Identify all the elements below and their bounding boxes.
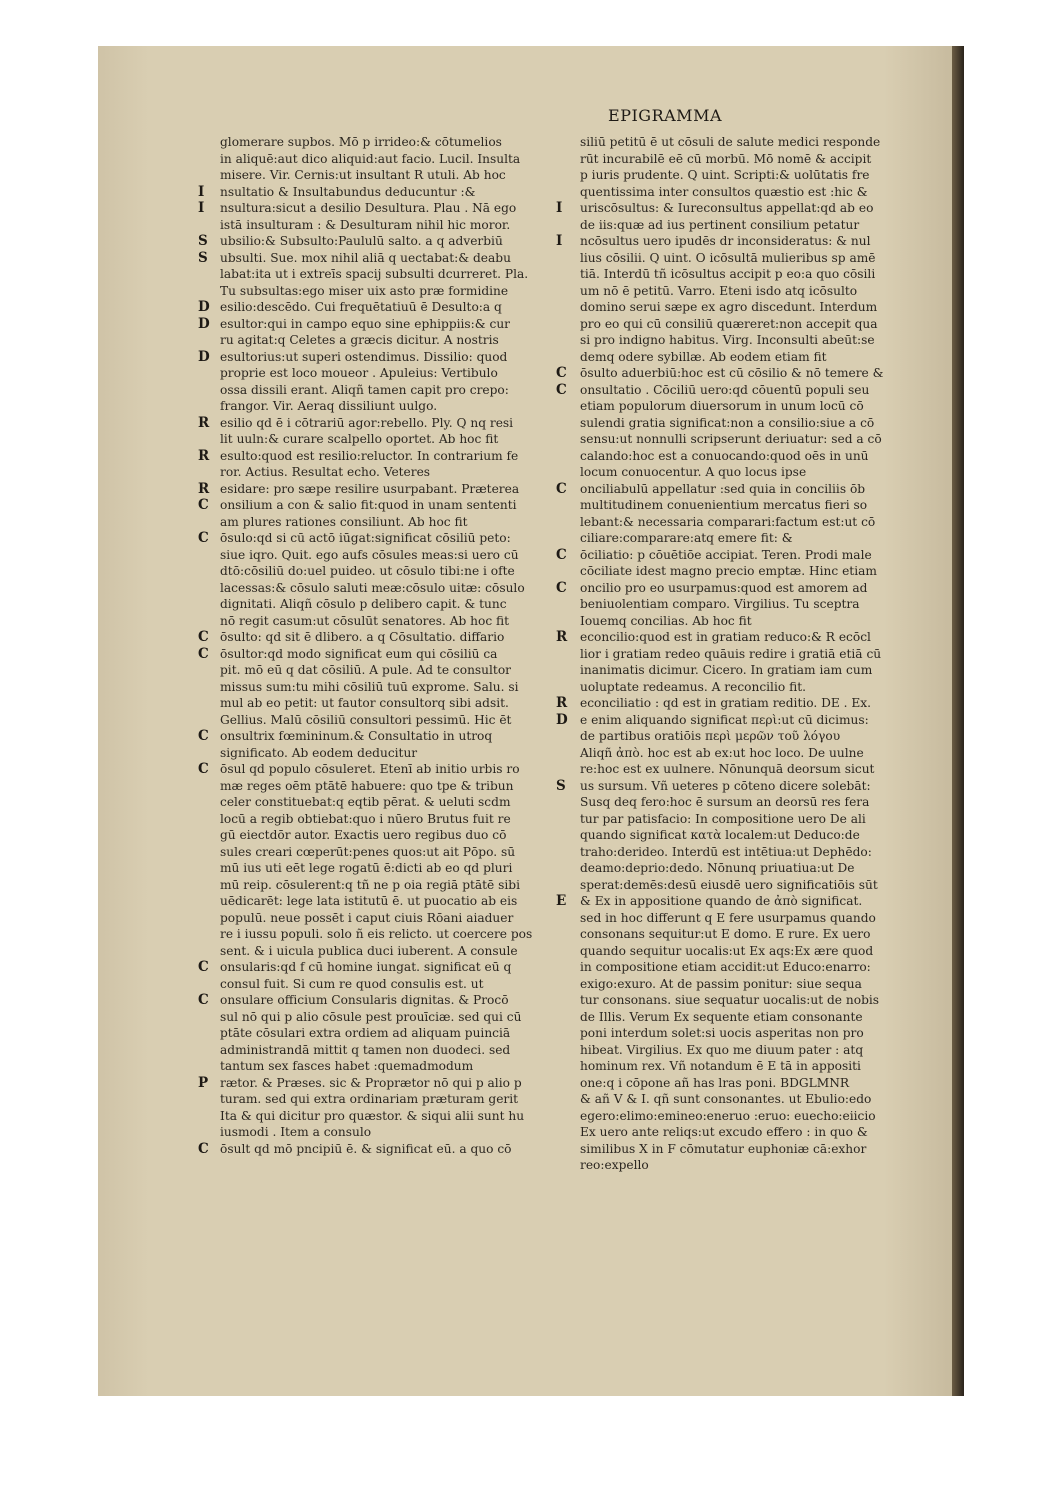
line-text: re i iussu populi. solo ñ eis relicto. ut coercere pos — [220, 927, 533, 941]
line-text: turam. sed qui extra ordinariam præturam gerit — [220, 1092, 519, 1106]
text-line — [556, 943, 926, 960]
initial-letter: C — [556, 381, 567, 398]
line-text: sperat:demēs:desū eiusdē uero significatiōis sūt — [580, 877, 878, 892]
left-column — [198, 134, 558, 1157]
line-text: tur par patisfacio: In compositione uero De ali — [580, 811, 866, 826]
text-line — [556, 530, 926, 547]
line-text: econcilio:quod est in gratiam reduco:& R ecōcl — [580, 630, 871, 644]
line-text: lebant:& necessaria comparari:factum est:ut cō — [580, 514, 876, 529]
line-text: ōsulto aduerbiū:hoc est cū cōsilio & nō temere & — [580, 366, 884, 380]
line-text: nsultatio & Insultabundus deducuntur :& — [220, 184, 476, 199]
initial-letter: C — [556, 546, 567, 563]
text-line — [198, 547, 558, 564]
text-line — [556, 745, 926, 762]
text-line — [198, 184, 558, 201]
line-text: ubsilio:& Subsulto:Paululū salto. a q adverbiū — [220, 234, 503, 248]
text-line — [198, 431, 558, 448]
line-text: e enim aliquando significat περὶ:ut cū dicimus: — [580, 712, 869, 727]
line-text: ubsulti. Sue. mox nihil aliā q uectabat:& deabu — [220, 250, 511, 265]
text-line — [198, 349, 558, 366]
text-line — [198, 250, 558, 267]
text-line — [556, 811, 926, 828]
text-line — [198, 481, 558, 498]
text-line — [556, 1091, 926, 1108]
text-line — [556, 1009, 926, 1026]
initial-letter: R — [198, 414, 210, 431]
text-line — [556, 596, 926, 613]
text-line — [556, 761, 926, 778]
text-line — [556, 184, 926, 201]
line-text: ncōsultus uero ipudēs dr inconsideratus: & nul — [580, 234, 871, 248]
initial-letter: C — [198, 497, 209, 513]
line-text: inanimatis dicimur. Cicero. In gratiam iam cum — [580, 663, 873, 677]
text-line — [198, 497, 558, 514]
line-text: istā insulturam : & Desulturam nihil hic moror. — [220, 217, 511, 232]
line-text: iusmodi . Item a consulo — [220, 1125, 372, 1139]
text-line — [556, 992, 926, 1009]
text-line — [556, 1025, 926, 1042]
line-text: domino serui sæpe ex agro discedunt. Interdum — [580, 300, 878, 314]
line-text: reo:expello — [580, 1158, 649, 1172]
text-line — [198, 745, 558, 762]
text-line — [556, 266, 926, 283]
initial-letter: I — [556, 233, 563, 249]
text-line — [198, 827, 558, 844]
line-text: sules creari cœperūt:penes quos:ut ait Pōpo. sū — [220, 844, 516, 859]
initial-letter: C — [556, 579, 567, 596]
text-line — [556, 844, 926, 861]
text-line — [198, 464, 558, 481]
line-text: lius cōsilii. Q uint. O icōsultā mulieribus sp amē — [580, 250, 876, 265]
text-line — [198, 1141, 558, 1158]
initial-letter: D — [556, 711, 568, 728]
line-text: sensu:ut nonnulli scripserunt deriuatur: sed a cō — [580, 432, 882, 446]
text-line — [556, 349, 926, 366]
text-line — [198, 151, 558, 168]
text-line — [556, 860, 926, 877]
text-line — [198, 283, 558, 300]
text-line — [198, 910, 558, 927]
text-line — [556, 497, 926, 514]
text-line — [556, 316, 926, 333]
text-line — [198, 514, 558, 531]
line-text: lit uuln:& curare scalpello oportet. Ab hoc fit — [220, 432, 499, 446]
line-text: uēdicarēt: lege lata istitutū ē. ut puocatio ab eis — [220, 894, 518, 908]
line-text: nsultura:sicut a desilio Desultura. Plau . Nā ego — [220, 201, 517, 215]
line-text: ōsultor:qd modo significat eum qui cōsiliū ca — [220, 646, 498, 661]
text-line — [198, 217, 558, 234]
line-text: hibeat. Virgilius. Ex quo me diuum pater : atq — [580, 1042, 864, 1057]
text-line — [556, 629, 926, 646]
initial-letter: C — [198, 728, 209, 744]
line-text: ciliare:comparare:atq emere fit: & — [580, 531, 793, 545]
line-text: onsularis:qd f cū homine iungat. significat eū q — [220, 960, 512, 974]
text-line — [198, 926, 558, 943]
line-text: administrandā mittit q tamen non duodeci. sed — [220, 1042, 511, 1057]
text-line — [556, 910, 926, 927]
text-line — [198, 398, 558, 415]
initial-letter: C — [198, 761, 209, 777]
line-text: uoluptate redeamus. A reconcilio fit. — [580, 679, 806, 694]
line-text: de iis:quæ ad ius pertinent consilium petatur — [580, 217, 860, 232]
line-text: Ita & qui dicitur pro quæstor. & siqui alii sunt hu — [220, 1108, 525, 1123]
line-text: & Ex in appositione quando de ἀπὸ significat. — [580, 894, 863, 908]
text-line — [556, 134, 926, 151]
line-text: nō regit casum:ut cōsulūt senatores. Ab hoc fit — [220, 613, 510, 628]
line-text: dignitati. Aliqñ cōsulo p delibero capit. & tunc — [220, 597, 507, 611]
text-line — [198, 1025, 558, 1042]
text-line — [556, 167, 926, 184]
text-line — [556, 151, 926, 168]
line-text: consonans sequitur:ut E domo. E rure. Ex uero — [580, 927, 871, 941]
line-text: sed in hoc differunt q E fere usurpamus quando — [580, 910, 876, 925]
text-line — [556, 1075, 926, 1092]
line-text: am plures rationes consiliunt. Ab hoc fit — [220, 514, 468, 529]
text-line — [556, 200, 926, 217]
initial-letter: C — [556, 365, 567, 381]
initial-letter: C — [198, 1140, 209, 1157]
line-text: esilio qd ē i cōtrariū agor:rebello. Ply. Q nq resi — [220, 415, 514, 430]
text-line — [556, 299, 926, 316]
text-line — [556, 646, 926, 663]
line-text: quando sequitur uocalis:ut Ex aqs:Ex ære quod — [580, 943, 874, 958]
line-text: si pro indigno habitus. Virg. Inconsulti abeūt:se — [580, 333, 875, 347]
text-line — [556, 613, 926, 630]
line-text: demq odere sybillæ. Ab eodem etiam fit — [580, 349, 827, 364]
initial-letter: I — [198, 183, 205, 200]
line-text: locū a regib obtiebat:quo i nūero Brutus fuit re — [220, 811, 511, 826]
line-text: glomerare supbos. Mō p irrideo:& cōtumelios — [220, 135, 502, 149]
text-line — [556, 662, 926, 679]
text-line — [556, 448, 926, 465]
text-line — [556, 877, 926, 894]
running-header: EPIGRAMMA — [608, 106, 722, 125]
line-text: consul fuit. Si cum re quod consulis est. ut — [220, 976, 484, 991]
line-text: significato. Ab eodem deducitur — [220, 745, 418, 760]
line-text: ptāte cōsulari extra ordiem ad aliquam puinciā — [220, 1026, 511, 1040]
text-line — [556, 712, 926, 729]
line-text: ōciliatio: p cōuētiōe accipiat. Teren. Prodi male — [580, 547, 872, 562]
text-line — [556, 217, 926, 234]
text-line — [198, 448, 558, 465]
line-text: sent. & i uicula publica duci iuberent. A consule — [220, 943, 518, 958]
line-text: esultor:qui in campo equo sine ephippiis:& cur — [220, 316, 510, 331]
initial-letter: D — [198, 315, 210, 332]
text-line — [556, 827, 926, 844]
line-text: deamo:deprio:dedo. Nōnunq priuatiua:ut De — [580, 861, 855, 875]
text-line — [556, 976, 926, 993]
initial-letter: R — [198, 447, 210, 464]
initial-letter: R — [198, 480, 210, 497]
initial-letter: I — [198, 200, 205, 216]
text-line — [198, 316, 558, 333]
text-line — [198, 1124, 558, 1141]
line-text: Aliqñ ἀπὸ. hoc est ab ex:ut hoc loco. De uulne — [580, 745, 864, 760]
text-line — [198, 580, 558, 597]
text-line — [198, 959, 558, 976]
initial-letter: S — [556, 777, 566, 794]
text-line — [556, 580, 926, 597]
line-text: traho:derideo. Interdū est intētiua:ut Dephēdo: — [580, 844, 872, 859]
text-line — [198, 976, 558, 993]
line-text: rætor. & Præses. sic & Proprætor nō qui p alio p — [220, 1075, 522, 1090]
initial-letter: C — [198, 959, 209, 975]
line-text: populū. neue possēt i caput ciuis Rōani aiaduer — [220, 910, 514, 925]
text-line — [556, 728, 926, 745]
line-text: beniuolentiam comparo. Virgilius. Tu sceptra — [580, 597, 860, 611]
line-text: multitudinem conuenientium mercatus fieri so — [580, 498, 868, 512]
text-line — [198, 992, 558, 1009]
line-text: sulendi gratia significat:non a consilio:siue a cō — [580, 415, 875, 430]
line-text: us sursum. Vñ ueteres p cōteno dicere solebāt: — [580, 778, 871, 793]
line-text: tiā. Interdū tñ icōsultus accipit p eo:a quo cōsili — [580, 267, 876, 281]
text-line — [198, 299, 558, 316]
line-text: p iuris prudente. Q uint. Scripti:& uolūtatis fre — [580, 168, 870, 182]
line-text: locum conuocentur. A quo locus ipse — [580, 465, 807, 479]
line-text: pit. mō eū q dat cōsiliū. A pule. Ad te consultor — [220, 663, 511, 677]
text-line — [198, 200, 558, 217]
line-text: ōsult qd mō pncipiū ē. & significat eū. a quo cō — [220, 1141, 512, 1156]
text-line — [198, 943, 558, 960]
text-line — [556, 778, 926, 795]
line-text: ōsul qd populo cōsuleret. Etenī ab initio urbis ro — [220, 762, 520, 776]
text-line — [556, 365, 926, 382]
text-line — [198, 646, 558, 663]
line-text: quando significat κατὰ localem:ut Deduco:de — [580, 828, 860, 842]
text-line — [198, 629, 558, 646]
line-text: onsilium a con & salio fit:quod in unam sententi — [220, 498, 517, 512]
line-text: exigo:exuro. At de passim ponitur: siue sequa — [580, 976, 862, 991]
text-line — [198, 266, 558, 283]
text-line — [198, 728, 558, 745]
text-line — [198, 712, 558, 729]
text-line — [556, 283, 926, 300]
line-text: siue iqro. Quit. ego aufs cōsules meas:si uero cū — [220, 547, 519, 562]
line-text: in compositione etiam accidit:ut Educo:enarro: — [580, 960, 871, 974]
line-text: Tu subsultas:ego miser uix asto præ formidine — [220, 283, 509, 298]
text-line — [198, 1042, 558, 1059]
line-text: similibus X in F cōmutatur euphoniæ cā:exhor — [580, 1141, 867, 1156]
line-text: etiam populorum diuersorum in unum locū cō — [580, 399, 864, 413]
line-text: tur consonans. siue sequatur uocalis:ut de nobis — [580, 993, 880, 1007]
text-line — [198, 613, 558, 630]
text-line — [198, 563, 558, 580]
text-line — [198, 233, 558, 250]
line-text: celer constituebat:q eqtib pērat. & ueluti scdm — [220, 795, 511, 809]
line-text: & añ V & I. qñ sunt consonantes. ut Ebulio:edo — [580, 1092, 872, 1106]
line-text: gū eiectdōr autor. Exactis uero regibus duo cō — [220, 828, 507, 842]
text-line — [198, 530, 558, 547]
line-text: mū ius uti eēt lege rogatū ē:dicti ab eo qd pluri — [220, 861, 513, 875]
text-line — [198, 761, 558, 778]
text-line — [556, 926, 926, 943]
text-line — [556, 1108, 926, 1125]
line-text: missus sum:tu mihi cōsiliū tuū exprome. Salu. si — [220, 679, 519, 694]
line-text: re:hoc est ex uulnere. Nōnunquā deorsum sicut — [580, 762, 875, 776]
scan-background — [98, 46, 964, 1396]
line-text: poni interdum solet:si uocis asperitas non pro — [580, 1026, 864, 1040]
line-text: hominum rex. Vñ notandum ē E tā in appositi — [580, 1059, 861, 1073]
line-text: esultorius:ut superi ostendimus. Dissilio: quod — [220, 349, 508, 364]
initial-letter: P — [198, 1074, 209, 1091]
initial-letter: I — [556, 200, 563, 216]
text-line — [556, 233, 926, 250]
line-text: onciliabulū appellatur :sed quia in conciliis ōb — [580, 481, 866, 496]
line-text: mæ reges oēm ptātē habuere: quo tpe & tribun — [220, 778, 514, 793]
initial-letter: C — [198, 530, 209, 546]
line-text: cōciliate idest magno precio emptæ. Hinc etiam — [580, 564, 877, 578]
text-line — [556, 1124, 926, 1141]
text-line — [198, 365, 558, 382]
text-line — [556, 332, 926, 349]
line-text: pro eo qui cū consiliū quæreret:non accepit qua — [580, 316, 878, 331]
initial-letter: R — [556, 629, 568, 645]
line-text: Ex uero ante reliqs:ut excudo effero : in quo & — [580, 1125, 868, 1139]
line-text: esilio:descēdo. Cui frequētatiuū ē Desulto:a q — [220, 300, 502, 314]
text-line — [198, 1091, 558, 1108]
initial-letter: E — [556, 893, 567, 909]
line-text: econciliatio : qd est in gratiam reditio. DE . Ex. — [580, 696, 872, 710]
line-text: ru agitat:q Celetes a græcis dicitur. A nostris — [220, 333, 499, 347]
text-line — [556, 1157, 926, 1174]
text-line — [556, 415, 926, 432]
line-text: Gellius. Malū cōsiliū consultori pessimū. Hic ēt — [220, 712, 512, 727]
text-line — [198, 695, 558, 712]
text-line — [556, 464, 926, 481]
text-line — [198, 778, 558, 795]
text-line — [198, 860, 558, 877]
text-line — [198, 596, 558, 613]
line-text: in aliquē:aut dico aliquid:aut facio. Lucil. Insulta — [220, 151, 521, 166]
line-text: ror. Actius. Resultat echo. Veteres — [220, 465, 431, 479]
initial-letter: C — [198, 629, 209, 645]
text-line — [198, 1108, 558, 1125]
initial-letter: S — [198, 249, 208, 266]
text-line — [556, 679, 926, 696]
initial-letter: R — [556, 695, 568, 711]
text-line — [556, 794, 926, 811]
initial-letter: S — [198, 233, 208, 249]
line-text: egero:elimo:emineo:eneruo :eruo: euecho:eiicio — [580, 1108, 876, 1123]
line-text: uriscōsultus: & Iureconsultus appellat:qd ab eo — [580, 201, 874, 215]
text-line — [198, 1075, 558, 1092]
text-line — [198, 811, 558, 828]
line-text: siliū petitū ē ut cōsuli de salute medici responde — [580, 135, 881, 149]
text-line — [198, 134, 558, 151]
line-text: quentissima inter consultos quæstio est :hic & — [580, 184, 868, 199]
line-text: frangor. Vir. Aeraq dissiliunt uulgo. — [220, 399, 438, 413]
initial-letter: C — [556, 480, 567, 497]
line-text: Susq deq fero:hoc ē sursum an deorsū res fera — [580, 795, 870, 809]
text-line — [198, 679, 558, 696]
right-column — [556, 134, 926, 1174]
text-line — [198, 662, 558, 679]
text-line — [556, 250, 926, 267]
text-line — [198, 877, 558, 894]
line-text: mul ab eo petit: ut fautor consultorq sibi adsit. — [220, 696, 509, 710]
line-text: ōsulto: qd sit ē dlibero. a q Cōsultatio. diffario — [220, 630, 505, 644]
line-text: mū reip. cōsulerent:q tñ ne p oia regiā ptātē sibi — [220, 877, 520, 892]
initial-letter: D — [198, 299, 210, 315]
initial-letter: C — [198, 645, 209, 662]
page-edge — [952, 46, 964, 1396]
line-text: onsultatio . Cōciliū uero:qd cōuentū populi seu — [580, 382, 870, 397]
text-line — [198, 415, 558, 432]
line-text: dtō:cōsiliū do:uel puideo. ut cōsulo tibi:ne i ofte — [220, 564, 515, 578]
line-text: one:q i cōpone añ has lras poni. BDGLMNR — [580, 1075, 850, 1090]
line-text: esulto:quod est resilio:reluctor. In contrarium fe — [220, 448, 519, 463]
line-text: onsultrix fœmininum.& Consultatio in utroq — [220, 729, 493, 743]
text-line — [556, 481, 926, 498]
text-line — [556, 382, 926, 399]
text-line — [556, 514, 926, 531]
line-text: proprie est loco moueor . Apuleius: Vertibulo — [220, 366, 498, 380]
text-line — [198, 794, 558, 811]
line-text: rūt incurabilē eē cū morbū. Mō nomē & accipit — [580, 151, 872, 166]
line-text: misere. Vir. Cernis:ut insultant R utuli. Ab hoc — [220, 168, 506, 182]
line-text: lacessas:& cōsulo saluti meæ:cōsulo uitæ: cōsulo — [220, 580, 525, 595]
text-line — [556, 959, 926, 976]
text-line — [198, 332, 558, 349]
line-text: de partibus oratiōis περὶ μερῶν τοῦ λόγου — [580, 729, 841, 743]
book-page — [98, 46, 952, 1396]
line-text: Iouemq concilias. Ab hoc fit — [580, 613, 752, 628]
text-line — [198, 844, 558, 861]
line-text: um nō ē petitū. Varro. Eteni isdo atq icōsulto — [580, 283, 858, 298]
text-line — [198, 1009, 558, 1026]
line-text: ossa dissili erant. Aliqñ tamen capit pro crepo: — [220, 382, 509, 397]
text-line — [198, 893, 558, 910]
text-line — [556, 547, 926, 564]
initial-letter: D — [198, 348, 210, 365]
line-text: oncilio pro eo usurpamus:quod est amorem ad — [580, 580, 868, 595]
text-line — [556, 695, 926, 712]
line-text: de Illis. Verum Ex sequente etiam consonante — [580, 1009, 863, 1024]
line-text: calando:hoc est a conuocando:quod oēs in unū — [580, 448, 869, 463]
line-text: labat:ita ut i extreīs spacij subsulti dcurreret. Pla. — [220, 267, 529, 281]
text-line — [198, 1058, 558, 1075]
line-text: sul nō qui p alio cōsule pest prouīciæ. sed qui cū — [220, 1009, 522, 1024]
text-line — [556, 1058, 926, 1075]
text-line — [556, 563, 926, 580]
line-text: tantum sex fasces habet :quemadmodum — [220, 1059, 474, 1073]
line-text: onsulare officium Consularis dignitas. & Procō — [220, 993, 509, 1007]
initial-letter: C — [198, 992, 209, 1008]
line-text: lior i gratiam redeo quāuis redire i gratiā etiā cū — [580, 646, 882, 661]
text-line — [556, 1141, 926, 1158]
line-text: esidare: pro sæpe resilire usurpabant. Præterea — [220, 481, 520, 496]
text-line — [198, 167, 558, 184]
text-line — [556, 893, 926, 910]
text-line — [556, 1042, 926, 1059]
line-text: ōsulo:qd si cū actō iūgat:significat cōsiliū peto: — [220, 531, 511, 545]
text-line — [556, 398, 926, 415]
text-line — [198, 382, 558, 399]
text-line — [556, 431, 926, 448]
